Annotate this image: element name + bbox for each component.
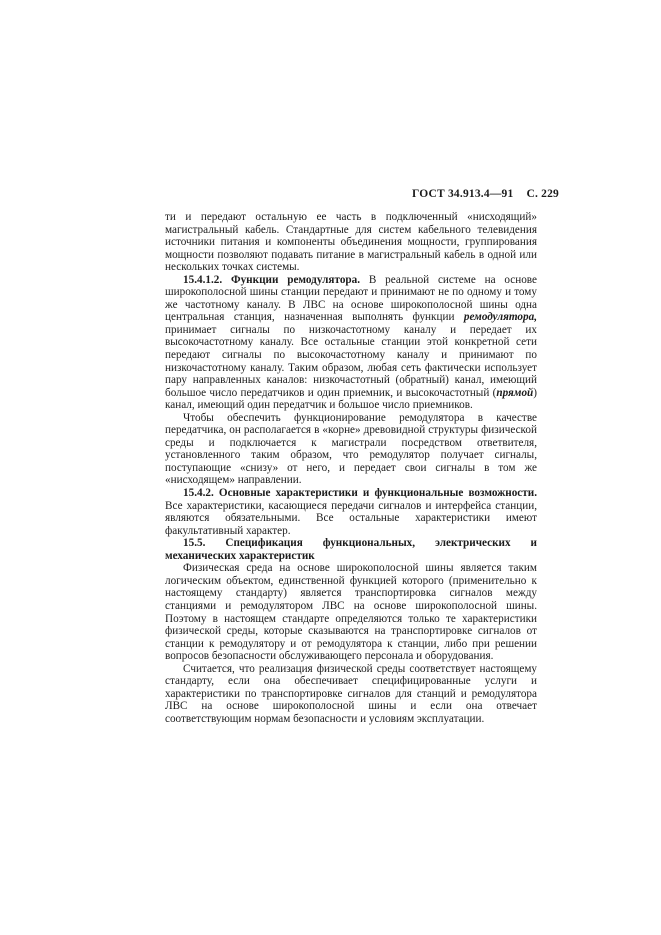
paragraph <box>165 663 537 726</box>
text-run: В реальной системе на основе широкополосной шины станции передают и принимают не по одному и тому же частотному каналу. В ЛВС на основе широкополосной шины одна центральная станция, назначенная выполнять функции <box>165 273 537 324</box>
document-body <box>165 211 537 725</box>
text-run: ) канал, имеющий один передатчик и большое число приемников. <box>165 386 537 412</box>
bold-text-run: Функции ремодулятора. <box>230 273 361 286</box>
italic-text-run: прямой <box>496 386 534 399</box>
text-run: ти и передают остальную ее часть в подключенный «нисходящий» магистральный кабель. Стандартные для систем кабельного телевидения источники питания и компоненты объединения мощности, группирования мощности позволяют подавать питание в магистральный кабель в одной или нескольких точках системы. <box>165 211 537 274</box>
paragraph <box>165 562 537 662</box>
paragraph <box>165 487 537 537</box>
bold-text-run: 15.5. Спецификация функциональных, электрических и механических характеристик <box>165 537 537 562</box>
paragraph <box>165 537 537 562</box>
paragraph <box>165 274 537 412</box>
bold-text-run: 15.4.1.2. <box>183 273 231 286</box>
text-run: принимает сигналы по низкочастотному каналу и передает их высокочастотному каналу. Все остальные станции этой конкретной сети передают сигналы по высокочастотному каналу и принимают по низкочастотному каналу. Таким образом, любая сеть фактически использует пару направленных каналов: низкочастотный (обратный) канал, имеющий большое число передатчиков и один приемник, и высокочастотный ( <box>165 323 537 399</box>
page-number: С. 229 <box>526 188 560 200</box>
page-header <box>412 188 559 200</box>
paragraph <box>165 211 537 274</box>
bold-text-run: 15.4.2. Основные характеристики и функциональные возможности. <box>183 487 537 500</box>
standard-number: ГОСТ 34.913.4—91 <box>412 188 514 200</box>
text-run: Считается, что реализация физической среды соответствует настоящему стандарту, если она обеспечивает специфицированные услуги и характеристики по транспортировке сигналов для станций и ремодулятора ЛВС на основе широкополосной шины и если она отвечает соответствующим нормам безопасности и условиям эксплуатации. <box>165 662 537 725</box>
italic-text-run: ремодулятора, <box>463 311 537 324</box>
text-run: Чтобы обеспечить функционирование ремодулятора в качестве передатчика, он располагается в «корне» древовидной структуры физической среды и подключается к магистрали посредством ответвителя, установленного таким образом, что ремодулятор получает сигналы, поступающие «снизу» от него, и передает свои сигналы в том же «нисходящем» направлении. <box>165 411 537 487</box>
text-run: Физическая среда на основе широкополосной шины является таким логическим объектом, единственной функцией которого (применительно к настоящему стандарту) является транспортировка сигналов между станциями и ремодулятором ЛВС на основе широкополосной шины. Поэтому в настоящем стандарте определяются только те характеристики физической среды, которые сказываются на транспортировке сигналов от станции к ремодулятору и от ремодулятора к станции, либо при решении вопросов безопасности обслуживающего персонала и оборудования. <box>165 562 537 663</box>
paragraph <box>165 412 537 487</box>
text-run: Все характеристики, касающиеся передачи сигналов и интерфейса станции, являются обязательными. Все остальные характеристики имеют факультативный характер. <box>165 499 537 537</box>
